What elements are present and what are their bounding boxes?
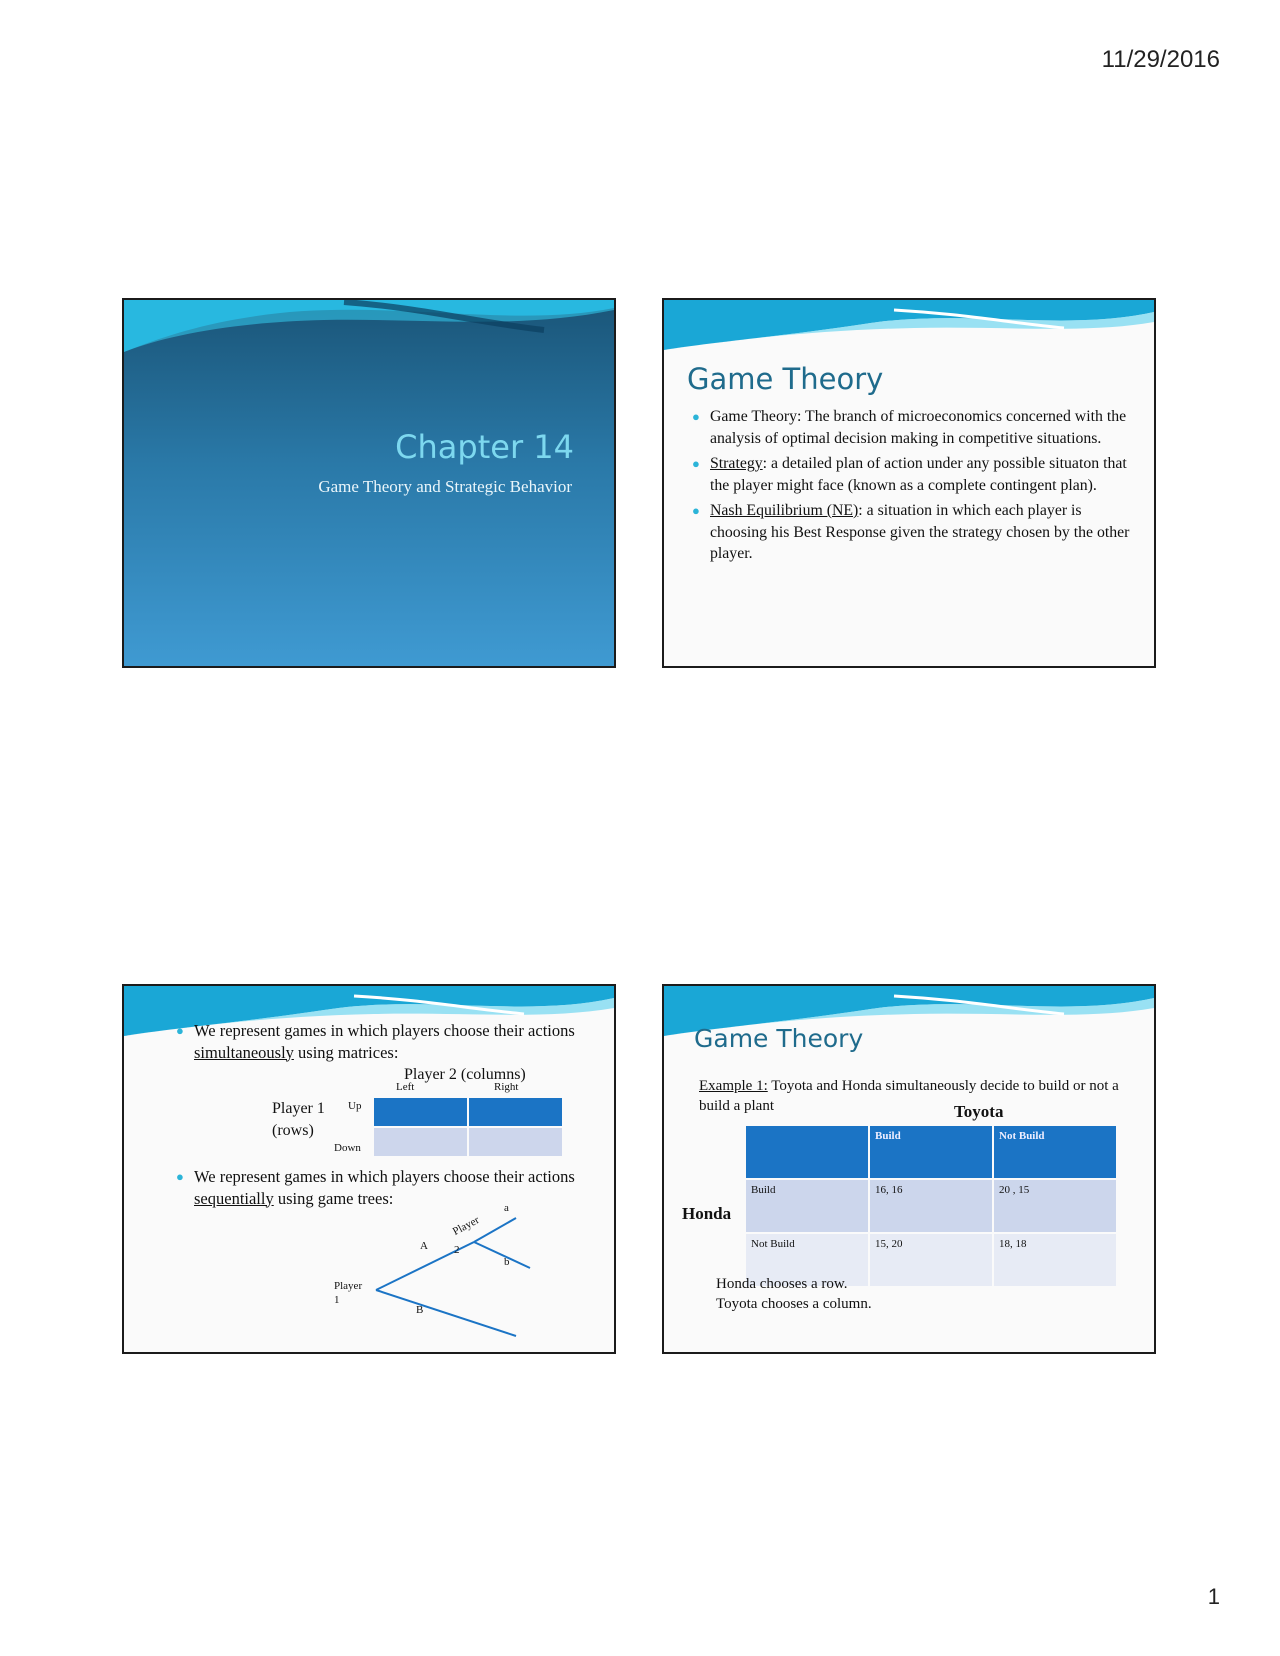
notes [716,1274,872,1314]
bullet-icon: ● [692,456,700,471]
tree-label-b: b [504,1256,510,1268]
table-header-cell [745,1125,869,1179]
col-right-label: Right [494,1081,519,1093]
table-header-cell: Build [869,1125,993,1179]
wave-decoration [664,300,1154,360]
header-date: 11/29/2016 [1101,46,1220,73]
column-player-label: Toyota [954,1102,1004,1121]
tree-player1-number: 1 [334,1294,340,1306]
slide-2 [662,298,1156,668]
slide-title: Game Theory [694,1024,864,1053]
tree-player2-number: 2 [454,1244,460,1256]
table-cell: 18, 18 [993,1233,1117,1287]
note-column-choice: Toyota chooses a column. [716,1296,872,1312]
wave-decoration [124,300,614,360]
table-cell: Not Build [745,1233,869,1287]
slide-subtitle: Game Theory and Strategic Behavior [318,477,572,496]
row-player-label: Honda [682,1204,732,1223]
bullet-icon: ● [692,503,700,518]
tree-label-a: a [504,1202,509,1214]
page-number: 1 [1207,1584,1220,1609]
bullet-icon: ● [176,1023,184,1038]
tree-label-A: A [420,1240,428,1252]
row-up-label: Up [348,1100,362,1112]
col-left-label: Left [396,1081,415,1093]
table-cell: Build [745,1179,869,1233]
note-row-choice: Honda chooses a row. [716,1276,848,1292]
table-row [745,1179,1117,1233]
payoff-table [744,1124,1118,1288]
bullet-item: ● Game Theory: The branch of microeconomics concerned with the analysis of optimal decision making in competitive situations. [692,408,1127,447]
tree-player2-label: Player [450,1214,482,1238]
player1-rows: (rows) [272,1122,314,1139]
table-cell: 15, 20 [869,1233,993,1287]
slide-title: Chapter 14 [395,428,574,466]
bullet-item: ● We represent games in which players choose their actions sequentially using game trees: [176,1167,575,1208]
term-nash: Nash Equilibrium (NE) [710,502,859,519]
bullet-icon: ● [692,409,700,424]
slide-title: Game Theory [687,362,884,396]
bullet-item: ● Nash Equilibrium (NE): a situation in which each player is choosing his Best Response given the strategy chosen by the other player. [692,502,1130,562]
game-tree [124,986,614,1352]
table-cell: 16, 16 [869,1179,993,1233]
slide-3 [122,984,616,1354]
tree-branch-B [376,1290,516,1336]
player2-label: Player 2 (columns) [404,1066,526,1083]
tree-player1-label: Player [334,1280,363,1292]
slide-1 [122,298,616,668]
tree-branch-a [474,1218,516,1242]
bullet-item: ● We represent games in which players choose their actions simultaneously using matrices: [176,1021,575,1062]
table-header-cell: Not Build [993,1125,1117,1179]
row-down-label: Down [334,1142,361,1154]
bullet-list [692,406,1132,569]
bullet-icon: ● [176,1169,184,1184]
example-text: Example 1: Toyota and Honda simultaneously decide to build or not a build a plant [699,1078,1119,1114]
player1-label: Player 1 [272,1100,325,1117]
term-strategy: Strategy [710,455,763,472]
bullet-item: ● Strategy: a detailed plan of action under any possible situaton that the player might face (known as a complete contingent plan). [692,455,1127,494]
tree-label-B: B [416,1304,424,1316]
table-cell: 20 , 15 [993,1179,1117,1233]
table-header-row [745,1125,1117,1179]
tree-branch-b [474,1242,530,1268]
slide-4 [662,984,1156,1354]
